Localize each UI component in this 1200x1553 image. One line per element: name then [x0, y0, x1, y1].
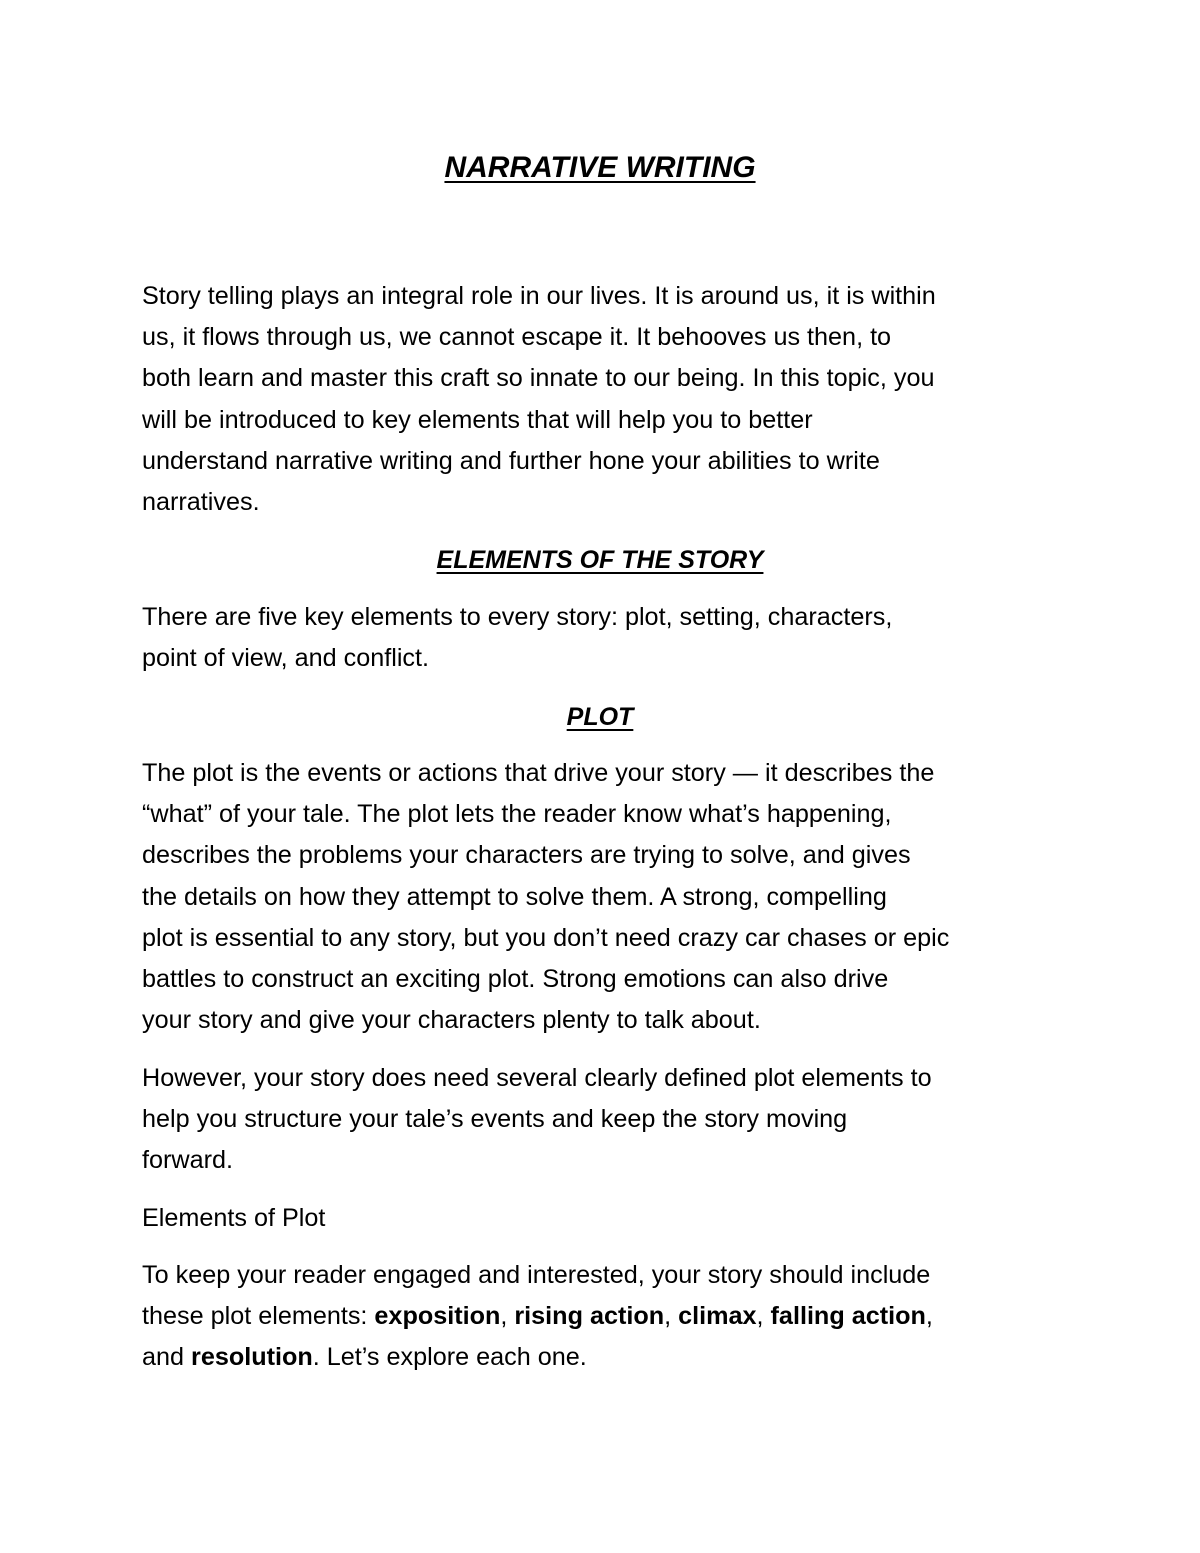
term-climax: climax	[678, 1302, 757, 1331]
text-line: Story telling plays an integral role in our lives. It is around us, it is within	[142, 282, 936, 310]
text-line: narratives.	[142, 487, 260, 516]
text-fragment: ,	[500, 1302, 515, 1331]
text-line: “what” of your tale. The plot lets the reader know what’s happening,	[142, 800, 892, 829]
text-line: plot is essential to any story, but you don’t need crazy car chases or epic	[142, 923, 950, 952]
page-title: NARRATIVE WRITING	[444, 151, 756, 184]
term-falling-action: falling action	[770, 1302, 926, 1331]
text-line: The plot is the events or actions that drive your story — it describes the	[142, 759, 935, 787]
text-line: However, your story does need several clearly defined plot elements to	[142, 1064, 932, 1092]
elements-of-plot-label	[142, 1198, 1072, 1239]
elements-heading: ELEMENTS OF THE STORY	[436, 546, 764, 574]
text-fragment: ,	[925, 1302, 933, 1331]
intro-paragraph	[142, 276, 1072, 523]
text-fragment: these plot elements:	[142, 1302, 375, 1331]
text-line: us, it flows through us, we cannot escape it. It behooves us then, to	[142, 323, 892, 352]
plot-heading: PLOT	[566, 703, 634, 731]
however-paragraph	[142, 1058, 1072, 1182]
text-line: help you structure your tale’s events and keep the story moving	[142, 1105, 848, 1134]
text-fragment: and	[142, 1343, 192, 1372]
text-line: understand narrative writing and further hone your abilities to write	[142, 446, 880, 475]
elements-paragraph	[142, 597, 1072, 679]
text-fragment: ,	[756, 1302, 771, 1331]
text-line	[142, 1337, 1072, 1378]
text-line: To keep your reader engaged and interested, your story should include	[142, 1261, 931, 1289]
text-line: your story and give your characters plenty to talk about.	[142, 1006, 761, 1035]
text-fragment: . Let’s explore each one.	[312, 1343, 587, 1372]
term-rising-action: rising action	[514, 1302, 665, 1331]
text-line: describes the problems your characters are trying to solve, and gives	[142, 841, 911, 870]
text-line: forward.	[142, 1146, 233, 1175]
plot-paragraph	[142, 753, 1072, 1041]
term-resolution: resolution	[191, 1343, 313, 1372]
text-line: will be introduced to key elements that will help you to better	[142, 405, 813, 434]
term-exposition: exposition	[374, 1302, 501, 1331]
engage-paragraph	[142, 1255, 1072, 1379]
text-fragment: ,	[664, 1302, 679, 1331]
text-line: There are five key elements to every story: plot, setting, characters,	[142, 603, 893, 631]
text-line: point of view, and conflict.	[142, 644, 430, 673]
text-line: battles to construct an exciting plot. Strong emotions can also drive	[142, 964, 889, 993]
text-line	[142, 1296, 1072, 1337]
text-line: the details on how they attempt to solve them. A strong, compelling	[142, 882, 887, 911]
text-line: Elements of Plot	[142, 1204, 326, 1232]
text-line: both learn and master this craft so innate to our being. In this topic, you	[142, 364, 935, 393]
